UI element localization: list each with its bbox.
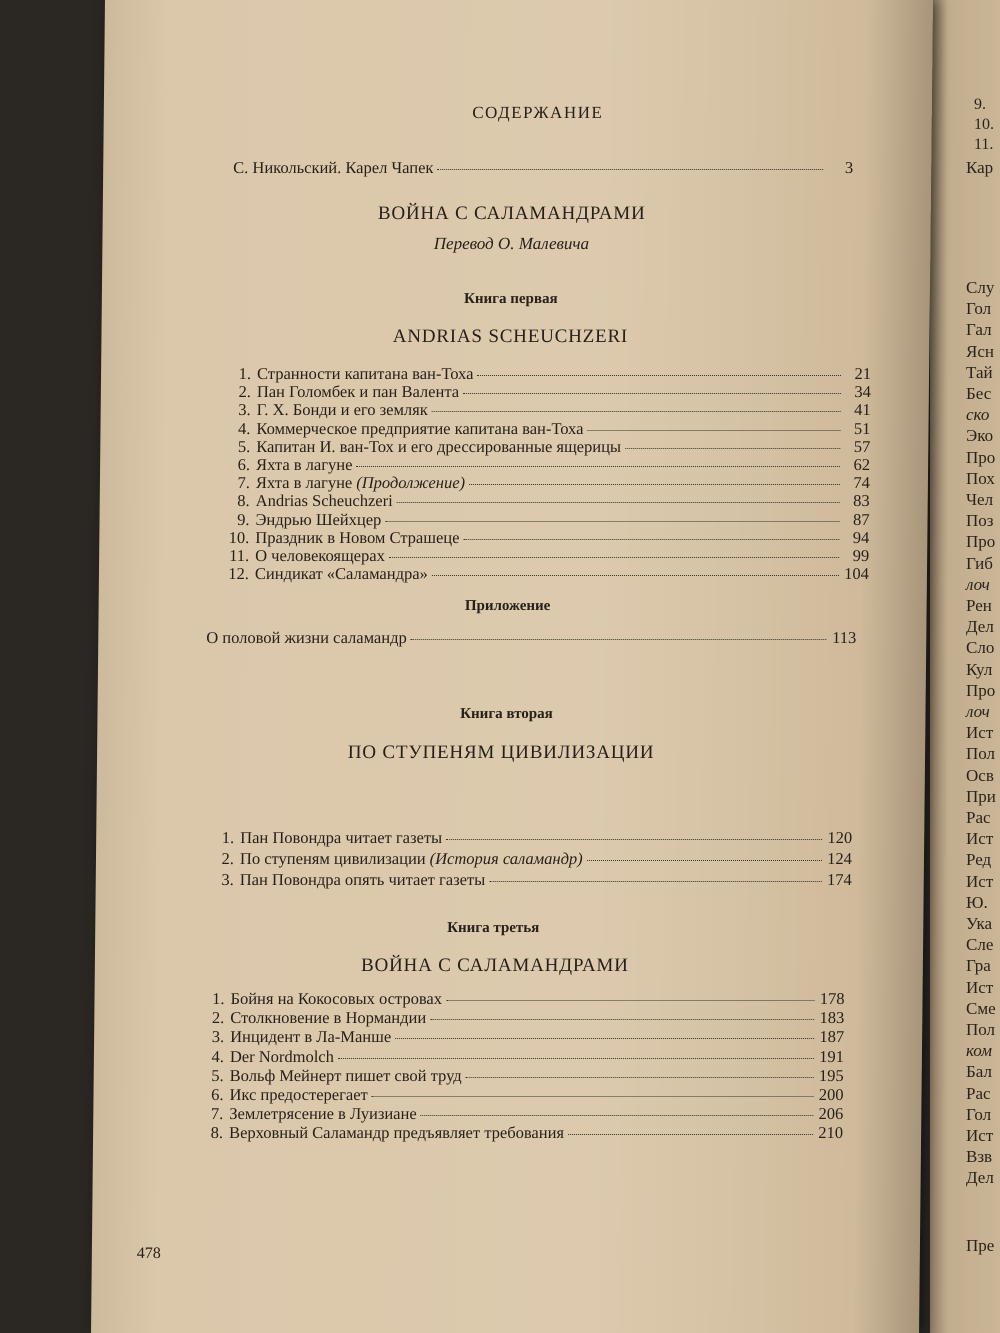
- facing-text-fragment: Ука: [966, 914, 993, 933]
- toc-appendix-entry: [206, 630, 856, 647]
- chapter-title: Верховный Саламандр предъявляет требования: [229, 1123, 565, 1143]
- book3-label: Книга третья: [447, 920, 540, 936]
- intro-page: 3: [844, 158, 854, 177]
- dot-leader: [477, 375, 841, 376]
- chapter-number: 10.: [228, 527, 250, 547]
- chapter-page: 200: [818, 1085, 844, 1104]
- facing-text-fragment: Эко: [966, 426, 994, 446]
- chapter-number: 4.: [238, 418, 251, 438]
- chapter-number: 2.: [238, 382, 251, 402]
- dot-leader: [432, 575, 839, 576]
- chapter-page: 99: [852, 546, 870, 565]
- facing-text-fragment: Чел: [966, 490, 994, 509]
- dot-leader: [421, 1115, 814, 1116]
- chapter-page: 74: [853, 473, 871, 493]
- facing-text-fragment: Гиб: [966, 553, 993, 573]
- chapter-page: 94: [852, 527, 870, 547]
- facing-text-fragment: Ист: [966, 829, 994, 849]
- dot-leader: [446, 839, 822, 840]
- novel-title: ВОЙНА С САЛАМАНДРАМИ: [377, 203, 646, 224]
- toc-intro-entry: [233, 160, 853, 177]
- facing-text-fragment: Гол: [966, 1104, 992, 1124]
- dot-leader: [568, 1134, 813, 1135]
- chapter-title: Пан Повондра опять читает газеты: [239, 870, 486, 889]
- facing-text-fragment: Сле: [966, 935, 994, 955]
- chapter-page: 57: [853, 436, 871, 456]
- chapter-number: 3.: [238, 400, 251, 420]
- facing-text-fragment: Ясн: [966, 341, 994, 361]
- chapter-title: Пан Голомбек и пан Валента: [256, 382, 460, 402]
- chapter-title: Яхта в лагуне: [255, 473, 353, 493]
- toc-entry: [220, 436, 871, 456]
- facing-text-fragment: Пол: [966, 1020, 996, 1039]
- toc-entry: [219, 509, 870, 529]
- chapter-title: Инцидент в Ла-Манше: [230, 1027, 392, 1047]
- chapter-number: 5.: [211, 1065, 224, 1085]
- dot-leader: [466, 1077, 814, 1078]
- chapter-number: 8.: [210, 1123, 224, 1143]
- book1-label: Книга первая: [463, 291, 558, 307]
- toc-entry: [219, 527, 870, 547]
- facing-text-fragment: Дел: [966, 1168, 994, 1188]
- chapter-title: Вольф Мейнерт пишет свой труд: [229, 1065, 462, 1085]
- book2-label: Книга вторая: [460, 706, 553, 722]
- chapter-page: 83: [853, 491, 870, 511]
- facing-text-fragment: Дел: [966, 617, 994, 637]
- chapter-title: Г. Х. Бонди и его земляк: [256, 400, 428, 420]
- dot-leader: [489, 881, 822, 882]
- facing-text-fragment: Поз: [966, 511, 994, 531]
- chapter-page: 21: [854, 364, 872, 383]
- dot-leader: [389, 557, 839, 558]
- chapter-number: 2.: [221, 849, 235, 868]
- chapter-page: 210: [818, 1123, 844, 1143]
- chapter-page: 62: [853, 455, 871, 474]
- chapter-number: 5.: [237, 436, 251, 456]
- facing-text-fragment: ком: [966, 1041, 993, 1061]
- facing-text-fragment: Бал: [966, 1062, 992, 1082]
- facing-text-fragment: лоч: [966, 702, 990, 721]
- chapter-number: 7.: [237, 473, 251, 493]
- dot-leader: [463, 393, 841, 394]
- chapter-page: 187: [819, 1027, 845, 1047]
- facing-number: 10.: [974, 116, 994, 133]
- chapter-title: По ступеням цивилизации: [239, 849, 426, 868]
- facing-text-fragment: Кар: [966, 158, 994, 177]
- chapter-number: 6.: [237, 455, 251, 474]
- facing-text-fragment: Ю.: [966, 892, 988, 912]
- facing-number: 11.: [974, 136, 994, 153]
- dot-leader: [437, 169, 823, 170]
- facing-text-fragment: Рас: [966, 808, 991, 827]
- appendix-title: О половой жизни саламандр: [206, 628, 407, 647]
- facing-text-fragment: Ист: [966, 871, 994, 891]
- toc-entry: [202, 991, 844, 1008]
- chapter-number: 3.: [211, 1027, 225, 1047]
- facing-text-fragment: Сло: [966, 638, 995, 658]
- dot-leader: [385, 521, 839, 522]
- chapter-note: (История саламандр): [429, 849, 583, 868]
- facing-text-fragment: Ист: [966, 977, 994, 997]
- toc-entry: [221, 402, 871, 419]
- dot-leader: [587, 860, 822, 861]
- chapter-page: 41: [854, 400, 871, 420]
- chapter-title: Столкновение в Нормандии: [230, 1008, 427, 1028]
- chapter-number: 2.: [211, 1008, 225, 1028]
- facing-text-fragment: При: [966, 786, 996, 806]
- facing-text-fragment: Кул: [966, 659, 993, 679]
- page-title: СОДЕРЖАНИЕ: [472, 103, 604, 122]
- chapter-title: Праздник в Новом Страшеце: [255, 527, 460, 547]
- dot-leader: [397, 502, 840, 503]
- toc-entry: [202, 1065, 844, 1085]
- chapter-page: 178: [819, 989, 845, 1008]
- chapter-number: 8.: [237, 491, 250, 511]
- chapter-number: 6.: [211, 1085, 224, 1104]
- chapter-page: 120: [827, 828, 853, 847]
- facing-text-fragment: Слу: [966, 278, 995, 297]
- chapter-title: Коммерческое предприятие капитана ван-Тоха: [256, 418, 584, 438]
- chapter-title: Синдикат «Саламандра»: [254, 564, 428, 584]
- chapter-title: Икс предостерегает: [229, 1085, 368, 1104]
- facing-text-fragment: Ист: [966, 723, 994, 743]
- chapter-title: Пан Повондра читает газеты: [240, 828, 443, 847]
- facing-text-fragment: Пол: [966, 744, 996, 764]
- book1-title: ANDRIAS SCHEUCHZERI: [392, 326, 629, 347]
- facing-text-fragment: Тай: [966, 362, 993, 382]
- facing-text-fragment: Рас: [966, 1083, 991, 1103]
- facing-text-fragment: Пох: [966, 468, 995, 488]
- facing-text-fragment: Гол: [966, 299, 992, 319]
- facing-text-fragment: ско: [966, 405, 990, 425]
- chapter-title: Эндрью Шейхцер: [255, 509, 382, 529]
- toc-entry: [201, 1087, 843, 1104]
- dot-leader: [587, 430, 840, 431]
- dot-leader: [432, 411, 841, 412]
- facing-text-fragment: Рен: [966, 596, 992, 615]
- intro-title: С. Никольский. Карел Чапек: [233, 158, 434, 177]
- chapter-number: 1.: [238, 364, 252, 383]
- chapter-title: Странности капитана ван-Тоха: [256, 364, 474, 383]
- toc-entry: [204, 872, 852, 889]
- chapter-title: О человекоящерах: [255, 546, 385, 565]
- toc-entry: [202, 1046, 845, 1066]
- toc-entry: [220, 493, 870, 510]
- chapter-page: 87: [852, 509, 870, 529]
- toc-entry: [220, 418, 871, 438]
- chapter-page: 104: [844, 564, 870, 584]
- chapter-number: 7.: [210, 1104, 224, 1124]
- facing-text-fragment: Про: [966, 447, 996, 467]
- chapter-number: 11.: [229, 546, 250, 565]
- toc-entry: [201, 1125, 843, 1142]
- translator-credit: Перевод О. Малевича: [433, 234, 590, 253]
- appendix-page: 113: [832, 628, 857, 647]
- dot-leader: [411, 639, 827, 640]
- chapter-title: Капитан И. ван-Тох и его дрессированные ящерицы: [256, 436, 622, 456]
- facing-text-fragment: Сме: [966, 998, 996, 1018]
- facing-text-fragment: Про: [966, 532, 996, 552]
- page-number: 478: [136, 1245, 161, 1262]
- facing-page: [930, 0, 1000, 1333]
- book2-title: ПО СТУПЕНЯМ ЦИВИЛИЗАЦИИ: [347, 742, 655, 763]
- toc-entry: [202, 1010, 844, 1027]
- toc-entry: [221, 366, 871, 383]
- toc-entry: [220, 457, 870, 474]
- dot-leader: [463, 539, 839, 540]
- toc-entry: [219, 548, 869, 565]
- chapter-title: Землетрясение в Луизиане: [229, 1104, 417, 1124]
- facing-text-fragment: лоч: [966, 574, 990, 594]
- chapter-page: 206: [818, 1104, 844, 1124]
- dot-leader: [446, 1000, 814, 1001]
- dot-leader: [395, 1038, 814, 1039]
- facing-text-fragment: Пре: [966, 1236, 995, 1255]
- dot-leader: [469, 484, 840, 485]
- chapter-title: Бойня на Кокосовых островах: [230, 989, 443, 1008]
- appendix-label: Приложение: [464, 598, 551, 614]
- toc-entry: [204, 851, 852, 868]
- chapter-number: 9.: [237, 509, 250, 529]
- facing-text-fragment: Ист: [966, 1126, 994, 1145]
- chapter-number: 1.: [221, 828, 235, 847]
- chapter-page: 51: [853, 418, 871, 438]
- chapter-number: 3.: [221, 870, 234, 889]
- chapter-page: 191: [819, 1046, 845, 1066]
- chapter-page: 195: [818, 1065, 844, 1085]
- facing-number: 9.: [974, 96, 986, 113]
- chapter-number: 12.: [228, 564, 250, 584]
- facing-text-fragment: Бес: [966, 384, 992, 403]
- dot-leader: [338, 1058, 814, 1059]
- dot-leader: [372, 1096, 814, 1097]
- toc-entry: [202, 1029, 844, 1046]
- chapter-title: Andrias Scheuchzeri: [255, 491, 393, 511]
- facing-text-fragment: Осв: [966, 765, 994, 785]
- facing-text-fragment: Взв: [966, 1147, 993, 1167]
- dot-leader: [625, 448, 840, 449]
- dot-leader: [430, 1019, 814, 1020]
- facing-text-fragment: Ред: [966, 850, 992, 870]
- chapter-number: 4.: [211, 1046, 225, 1066]
- chapter-title: Der Nordmolch: [229, 1046, 335, 1066]
- chapter-page: 174: [826, 870, 852, 889]
- chapter-page: 183: [819, 1008, 845, 1028]
- chapter-number: 1.: [212, 989, 225, 1008]
- book-page: [91, 0, 933, 1333]
- dot-leader: [356, 466, 840, 467]
- facing-text-fragment: Гал: [966, 320, 992, 340]
- chapter-page: 124: [827, 849, 853, 868]
- toc-entry: [219, 566, 869, 583]
- chapter-note: (Продолжение): [356, 473, 466, 493]
- chapter-title: Яхта в лагуне: [256, 455, 353, 474]
- facing-text-fragment: Гра: [966, 956, 991, 976]
- chapter-page: 34: [854, 382, 871, 402]
- toc-entry: [201, 1106, 843, 1123]
- book3-title: ВОЙНА С САЛАМАНДРАМИ: [360, 955, 629, 976]
- toc-entry: [221, 384, 871, 401]
- toc-entry: [220, 475, 870, 492]
- facing-text-fragment: Про: [966, 680, 996, 700]
- toc-entry: [204, 830, 852, 847]
